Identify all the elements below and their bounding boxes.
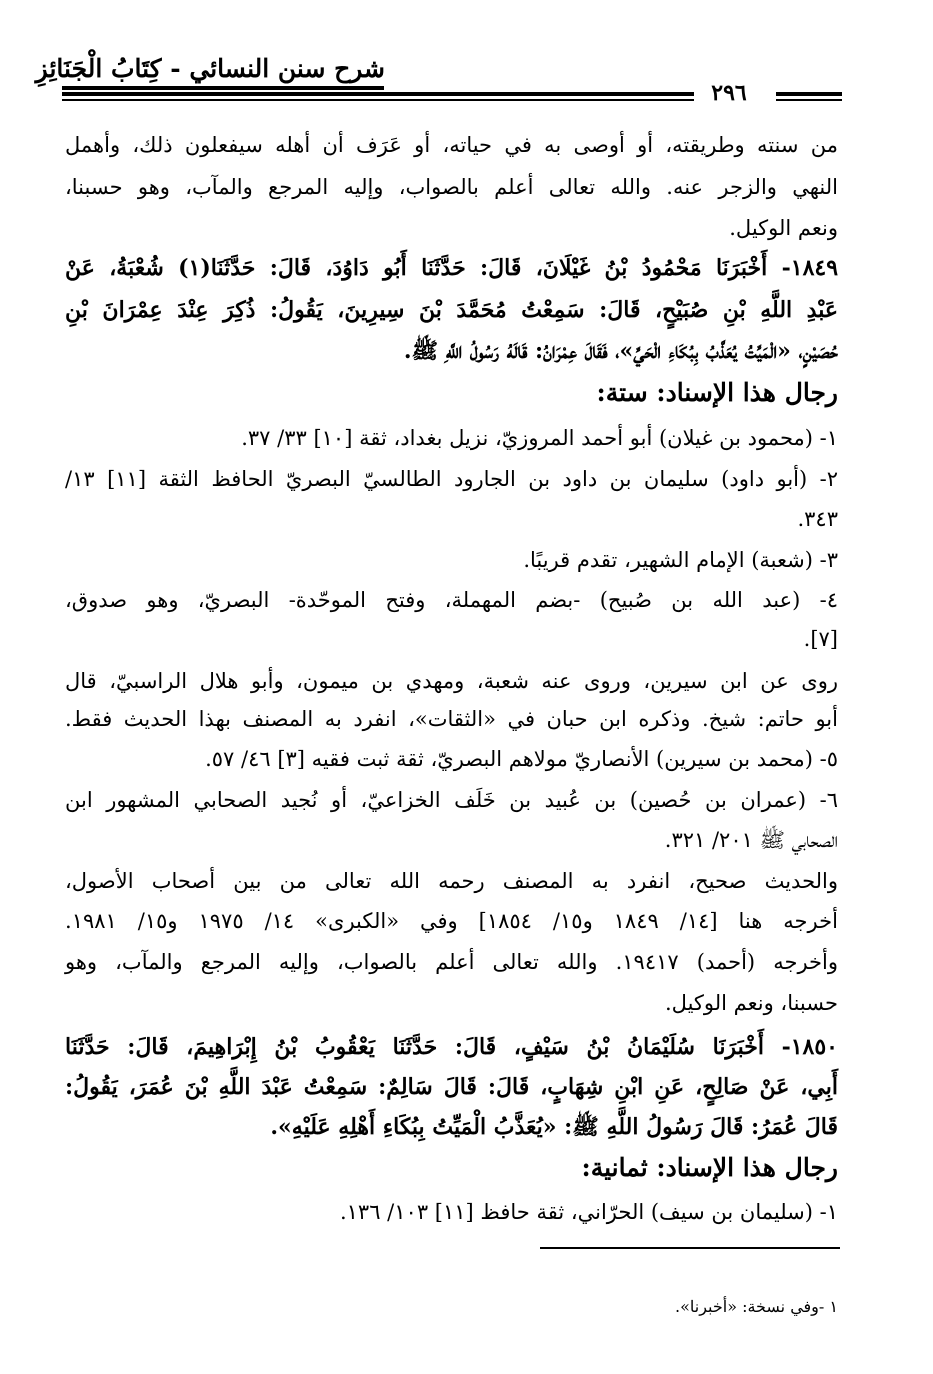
narrator-entry: ١- (محمود بن غيلان) أبو أحمد المروزيّ، نزيل بغداد، ثقة [١٠] ٣٣/ ٣٧.: [241, 426, 838, 450]
narrator-entry: ٣٤٣.: [797, 507, 838, 531]
header-rule-left-thick: [62, 92, 694, 96]
narrator-entry: ٥- (محمد بن سيرين) الأنصاريّ مولاهم البصريّ، ثقة ثبت فقيه [٣] ٤٦/ ٥٧.: [205, 747, 838, 771]
running-header-title: شرح سنن النسائي - كِتَابُ الْجَنَائِزِ: [35, 54, 385, 83]
hadith-1850-line: ١٨٥٠- أَخْبَرَنَا سُلَيْمَانُ بْنُ سَيْفٍ، قَالَ: حَدَّثَنَا يَعْقُوبُ بْنُ إِبْرَاهِيمَ، قَالَ: حَدَّثَنَا: [65, 1034, 838, 1060]
footnote: ١ -وفي نسخة: «أخبرنا».: [675, 1297, 838, 1316]
header-rule-right-thick: [776, 92, 842, 96]
header-rule-left-thin: [62, 99, 694, 101]
narrator-entry: ٦- (عمران بن حُصين) بن عُبيد بن خَلَف الخزاعيّ، أو نُجيد الصحابي المشهور ابن: [65, 788, 838, 812]
narrator-entry: ٣- (شعبة) الإمام الشهير، تقدم قريبًا.: [523, 548, 838, 572]
text-line: حسبنا، ونعم الوكيل.: [664, 991, 838, 1015]
narrator-entry: ٤- (عبد الله بن صُبيح) -بضم المهملة، وفتح الموحّدة- البصريّ، وهو صدوق،: [65, 588, 838, 612]
text-line: أبو حاتم: شيخ. وذكره ابن حبان في «الثقات»، انفرد به المصنف بهذا الحديث فقط.: [65, 707, 838, 731]
hadith-1849-line: حُصَيْنٍ، «الْمَيِّتُ يُعَذَّبُ بِبُكَاءِ الْحَيِّ»، فَقَالَ عِمْرَانُ: قَالَهُ رَسُولُ اللَّهِ ﷺ.: [403, 338, 838, 364]
section-heading: رجال هذا الإسناد: ستة:: [596, 378, 838, 407]
header-rule-upper: [62, 86, 384, 90]
text-line: والحديث صحيح، انفرد به المصنف رحمه الله تعالى من بين أصحاب الأصول،: [65, 869, 838, 893]
text-line: ونعم الوكيل.: [729, 216, 838, 240]
text-line: من سنته وطريقته، أو أوصى به في حياته، أو عَرَف أن أهله سيفعلون ذلك، وأهمل: [65, 133, 838, 157]
text-line: النهي والزجر عنه. والله تعالى أعلم بالصواب، وإليه المرجع والمآب، وهو حسبنا،: [65, 175, 838, 199]
header-rule-right-thin: [776, 99, 842, 101]
narrator-entry: [٧].: [803, 627, 838, 651]
hadith-1849-line: ١٨٤٩- أَخْبَرَنَا مَحْمُودُ بْنُ غَيْلَانَ، قَالَ: حَدَّثَنَا أَبُو دَاوُدَ، قَالَ: حَدَّثَنَا(١) شُعْبَةُ، عَنْ: [65, 255, 839, 281]
hadith-1850-line: أَبِي، عَنْ صَالِحٍ، عَنِ ابْنِ شِهَابٍ، قَالَ: قَالَ سَالِمٌ: سَمِعْتُ عَبْدَ اللَّهِ بْنَ عُمَرَ، يَقُولُ:: [65, 1074, 838, 1100]
narrator-entry: الصحابي ﷺ ٢٠١/ ٣٢١.: [664, 828, 838, 852]
narrator-entry: ٢- (أبو داود) سليمان بن داود بن الجارود الطالسيّ البصريّ الحافظ الثقة [١١] ١٣/: [65, 467, 838, 491]
page-number: ٢٩٦: [711, 80, 747, 106]
hadith-1849-line: عَبْدِ اللَّهِ بْنِ صُبَيْحٍ، قَالَ: سَمِعْتُ مُحَمَّدَ بْنَ سِيرِينَ، يَقُولُ: ذُكِرَ عِنْدَ عِمْرَانَ بْنِ: [65, 297, 838, 323]
text-line: أخرجه هنا [١٤/ ١٨٤٩ و١٥/ ١٨٥٤] وفي «الكبرى» ١٤/ ١٩٧٥ و١٥/ ١٩٨١.: [65, 909, 838, 933]
footnote-rule: [540, 1247, 840, 1249]
text-line: روى عن ابن سيرين، وروى عنه شعبة، ومهدي بن ميمون، وأبو هلال الراسبيّ، قال: [65, 669, 838, 693]
section-heading: رجال هذا الإسناد: ثمانية:: [581, 1153, 838, 1182]
narrator-entry: ١- (سليمان بن سيف) الحرّاني، ثقة حافظ [١١] ١٠٣/ ١٣٦.: [339, 1200, 838, 1224]
hadith-1850-line: قَالَ عُمَرُ: قَالَ رَسُولُ اللَّهِ ﷺ: «يُعَذَّبُ الْمَيِّتُ بِبُكَاءِ أَهْلِهِ عَلَيْهِ».: [270, 1114, 838, 1140]
text-line: وأخرجه (أحمد) ١٩٤١٧. والله تعالى أعلم بالصواب، وإليه المرجع والمآب، وهو: [65, 950, 839, 974]
